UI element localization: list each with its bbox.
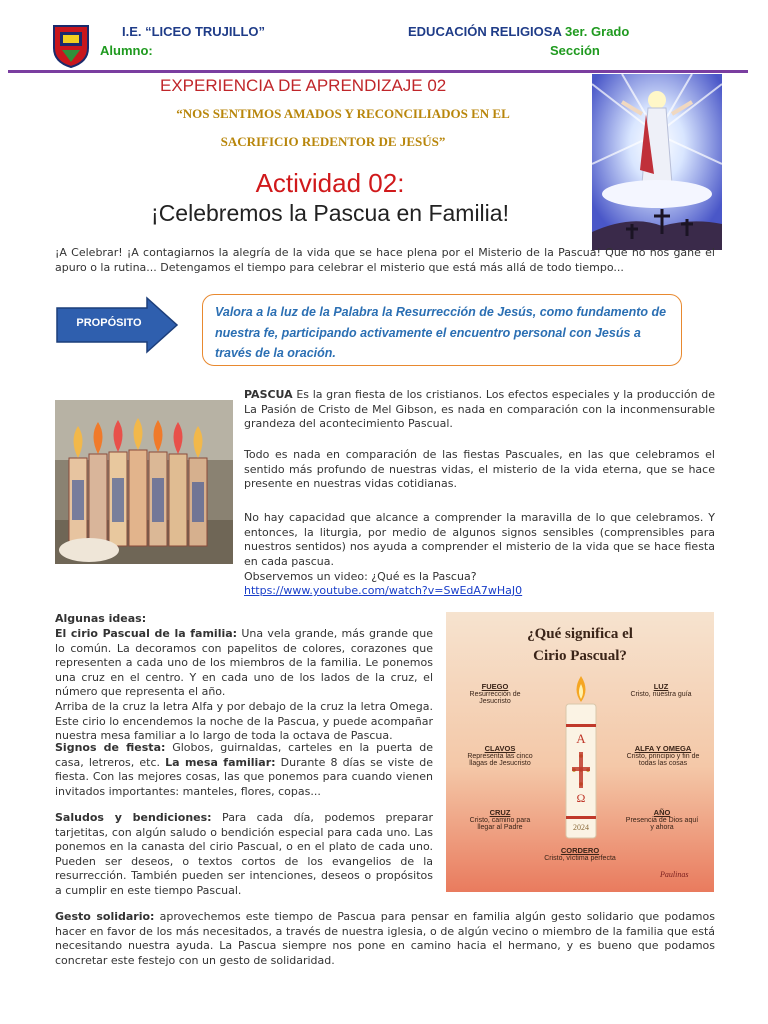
resurrection-image <box>592 74 722 250</box>
pascua-paragraph-1 <box>244 388 715 432</box>
cordero-desc: Cristo, víctima perfecta <box>544 855 616 862</box>
cruz-desc: Cristo, camino para llegar al Padre <box>469 817 531 831</box>
anio-title: AÑO <box>653 808 671 817</box>
pascua-paragraph-3: No hay capacidad que alcance a comprender la maravilla de lo que celebramos. Y entonces, la liturgia, por medio de algunos signos sensibles (comprensibles para nuestros sentidos) nos ayuda a comprender el misterio de la vida que se hace fiesta en cada pascua. <box>244 511 715 568</box>
ideas-heading: Algunas ideas: <box>55 612 147 625</box>
pascua-paragraph-2: Todo es nada en comparación de las fiestas Pascuales, en las que celebramos el sentido más profundo de nuestras vidas, el misterio de la vida eterna, que se hace presente en nuestras vidas cotidianas. <box>244 448 715 491</box>
pascua-text-1: Es la gran fiesta de los cristianos. Los efectos especiales y la producción de La Pasión de Cristo de Mel Gibson, es nada en comparación con la inconmensurable grandeza del acontecimiento Pascual. <box>244 388 715 431</box>
fuego-desc: Resurrección de Jesucristo <box>469 691 521 705</box>
grade-label: 3er. Grado <box>565 24 630 39</box>
video-link[interactable]: https://www.youtube.com/watch?v=SwEdA7wHaJ0 <box>244 584 523 597</box>
card-title-1: ¿Qué significa el <box>527 626 633 642</box>
saludos-text: Para cada día, podemos preparar tarjetitas, con algún saludo o bendición especial para cada uno. Las ponemos en la canasta del cirio Pascual, o en el plato de cada uno. Pueden ser deseos, o textos cortos de los evangelios de la resurrección. También pueden ser intenciones, deseos o propósitos a cumplir en este tiempo Pascual. <box>55 811 434 897</box>
luz-title: LUZ <box>653 682 669 691</box>
label-cordero <box>530 846 630 862</box>
cirio-paragraph <box>55 627 433 700</box>
label-luz <box>626 682 696 698</box>
school-name: I.E. “LICEO TRUJILLO” <box>122 24 266 39</box>
clavos-title: CLAVOS <box>484 744 516 753</box>
pascua-lead: PASCUA <box>244 388 293 401</box>
family-candles-photo <box>55 400 233 564</box>
section-label: Sección <box>550 43 600 58</box>
label-anio <box>624 808 700 831</box>
publisher-logo: Paulinas <box>660 870 689 879</box>
fuego-title: FUEGO <box>481 682 509 691</box>
cirio-pascual-card <box>446 612 714 892</box>
card-title-2: Cirio Pascual? <box>533 648 627 664</box>
label-clavos <box>464 744 536 767</box>
motto-line-1: “NOS SENTIMOS AMADOS Y RECONCILIADOS EN EL <box>176 106 510 121</box>
signos-label: Signos de fiesta: <box>55 741 166 754</box>
signos-paragraph <box>55 741 433 799</box>
cirio-paragraph-2: Arriba de la cruz la letra Alfa y por debajo de la cruz la letra Omega. Este cirio lo encendemos la noche de la Pascua, y puede acompañar nuestra mesa familiar a lo largo de toda la octava de Pascua. <box>55 700 433 743</box>
proposito-arrow <box>55 296 179 354</box>
gesto-paragraph <box>55 910 715 968</box>
cirio-label: El cirio Pascual de la familia: <box>55 627 238 640</box>
experiencia-title: EXPERIENCIA DE APRENDIZAJE 02 <box>160 76 447 95</box>
mesa-label: La mesa familiar: <box>165 755 276 769</box>
proposito-text: Valora a la luz de la Palabra la Resurrección de Jesús, como fundamento de nuestra fe, participando activamente el encuentro personal con Jesús a través de la oración. <box>215 305 667 360</box>
label-cruz <box>462 808 538 831</box>
saludos-label: Saludos y bendiciones: <box>55 811 212 824</box>
motto-line-2: SACRIFICIO REDENTOR DE JESÚS” <box>220 134 446 149</box>
subject-name: EDUCACIÓN RELIGIOSA <box>408 24 562 39</box>
luz-desc: Cristo, nuestra guía <box>630 691 692 698</box>
proposito-label: PROPÓSITO <box>76 317 142 329</box>
signos-text: Globos, guirnaldas, carteles en la puerta de casa, letreros, etc. <box>55 741 433 769</box>
header-divider <box>8 70 748 73</box>
school-logo <box>52 24 90 68</box>
alfa-desc: Cristo, principio y fin de todas las cosas <box>626 753 700 767</box>
actividad-title: Actividad 02: <box>255 168 405 198</box>
paschal-candle-illustration <box>556 674 606 842</box>
cordero-title: CORDERO <box>560 846 600 855</box>
clavos-desc: Representa las cinco llagas de Jesucristo <box>467 753 533 767</box>
candle-omega: Ω <box>576 791 586 805</box>
gesto-label: Gesto solidario: <box>55 910 155 923</box>
mesa-text: Durante 8 días se viste de fiesta. Con las mejores cosas, las que ponemos para cuando vienen invitados importantes: manteles, flores, copas... <box>55 755 434 798</box>
video-prompt: Observemos un video: ¿Qué es la Pascua? <box>244 570 477 583</box>
alumno-label: Alumno: <box>100 43 153 58</box>
candle-alpha: A <box>576 731 586 746</box>
cruz-title: CRUZ <box>489 808 511 817</box>
activity-subtitle: ¡Celebremos la Pascua en Familia! <box>151 200 509 226</box>
label-alfa-omega <box>618 744 708 767</box>
label-fuego <box>460 682 530 705</box>
cirio-text: Una vela grande, más grande que lo común. La decoramos con papelitos de colores, corazones que representen a cada uno de los miembros de la familia. Le ponemos una cruz en el centro. Y en cada uno de los lados de la cruz, el número que representa el año. <box>55 627 433 699</box>
saludos-paragraph <box>55 811 433 899</box>
candle-year: 2024 <box>573 823 589 832</box>
gesto-text: aprovechemos este tiempo de Pascua para pensar en familia algún gesto solidario que podamos hacer en favor de los más necesitados, a través de nuestra iglesia, o de algún vecino o miembro de la familia que está necesitando nuestra ayuda. La Pascua siempre nos pone en camino hacia el hermano, y es bueno que podamos concretar este festejo con un gesto de solidaridad. <box>55 910 715 967</box>
intro-paragraph: ¡A Celebrar! ¡A contagiarnos la alegría de la vida que se hace plena por el Misterio de la Pascua! Que no nos gane el apuro o la rutina... Detengamos el tiempo para celebrar el misterio que está más allá de todo tiempo... <box>55 246 715 274</box>
anio-desc: Presencia de Dios aquí y ahora <box>625 817 699 831</box>
alfa-title: ALFA Y OMEGA <box>634 744 692 753</box>
